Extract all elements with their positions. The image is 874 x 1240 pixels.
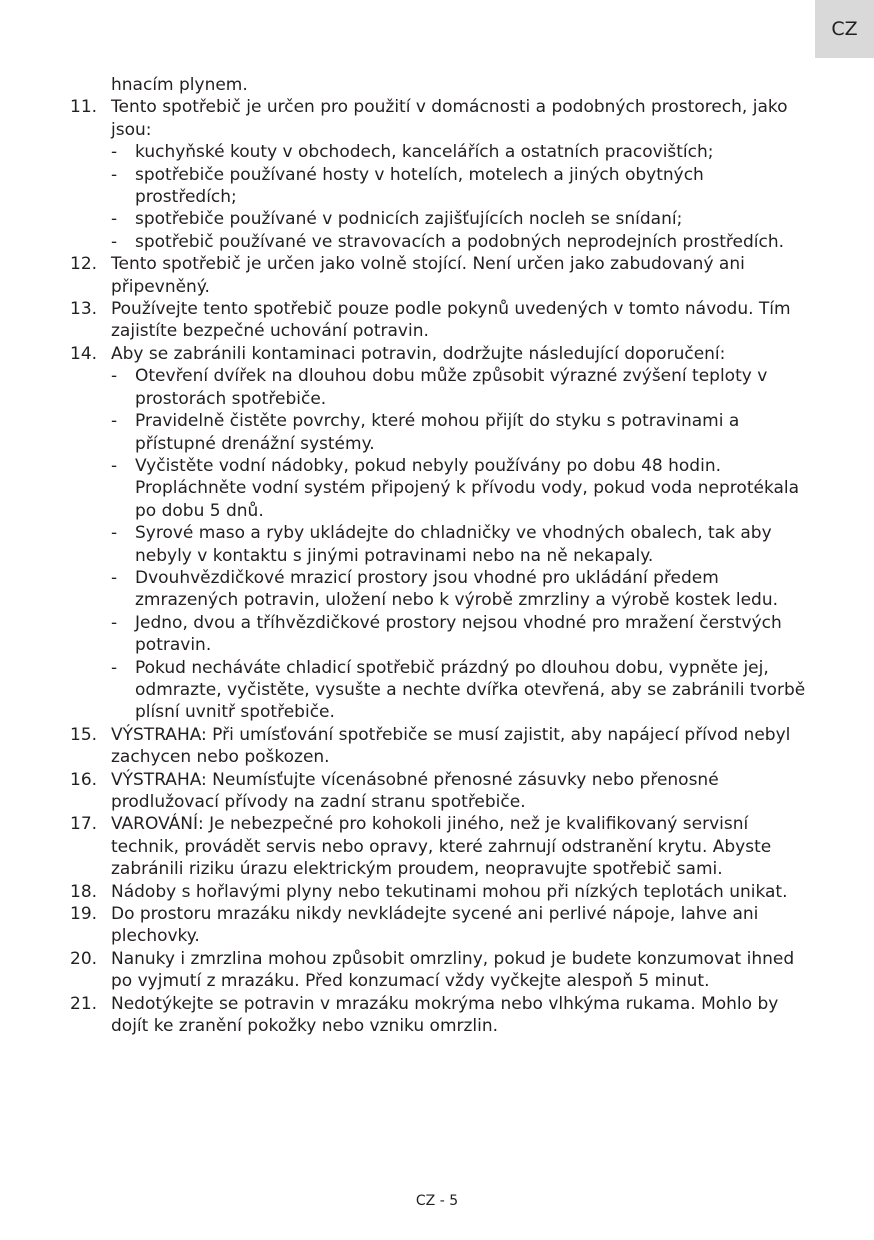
- item-text: Nádoby s hořlavými plyny nebo tekutinami mohou při nízkých teplotách unikat.: [111, 881, 788, 902]
- continuation-text: hnacím plynem.: [111, 75, 248, 95]
- sub-item-text: spotřebič používané ve stravovacích a podobných neprodejních prostředích.: [135, 231, 785, 252]
- list-item-15: [70, 724, 810, 769]
- dash-bullet: -: [111, 411, 118, 432]
- sub-item-text: spotřebiče používané v podnicích zajišťujících nocleh se snídaní;: [135, 209, 683, 230]
- dash-bullet: -: [111, 209, 118, 230]
- dash-bullet: -: [111, 231, 118, 252]
- dash-bullet: -: [111, 567, 118, 588]
- sub-item: [70, 455, 810, 522]
- sub-item: [70, 410, 810, 455]
- language-tab: [815, 0, 874, 58]
- item-number: 11.: [70, 97, 98, 118]
- item-text: Nanuky i zmrzlina mohou způsobit omrzliny, pokud je budete konzumovat ihned po vyjmutí z mrazáku. Před konzumací vždy vyčkejte alespoň 5 minut.: [111, 948, 795, 992]
- sub-item: [70, 522, 810, 567]
- list-item-12: [70, 253, 810, 298]
- sub-item: [70, 365, 810, 410]
- item-text: VÝSTRAHA: Při umísťování spotřebiče se musí zajistit, aby napájecí přívod nebyl zachycen nebo poškozen.: [111, 724, 791, 768]
- list-item-20: [70, 948, 810, 993]
- item-text: Používejte tento spotřebič pouze podle pokynů uvedených v tomto návodu. Tím zajistíte bezpečné uchování potravin.: [111, 299, 791, 342]
- list-item-19: [70, 903, 810, 948]
- sub-item: [70, 231, 810, 253]
- item-text: Tento spotřebič je určen pro použití v domácnosti a podobných prostorech, jako jsou:: [111, 97, 788, 140]
- dash-bullet: -: [111, 657, 118, 678]
- item-text: VÝSTRAHA: Neumísťujte vícenásobné přenosné zásuvky nebo přenosné prodlužovací přívody na zadní stranu spotřebiče.: [111, 769, 719, 812]
- dash-bullet: -: [111, 366, 118, 387]
- sub-item: [70, 164, 810, 209]
- item-text: Tento spotřebič je určen jako volně stojící. Není určen jako zabudovaný ani připevněný.: [111, 254, 745, 297]
- sub-item-text: Dvouhvězdičkové mrazicí prostory jsou vhodné pro ukládání předem zmrazených potravin, uložení nebo k výrobě zmrzliny a výrobě kostek ledu.: [135, 567, 779, 611]
- list-item-11: [70, 96, 810, 141]
- item-text: Do prostoru mrazáku nikdy nevkládejte sycené ani perlivé nápoje, lahve ani plechovky.: [111, 904, 759, 947]
- item-number: 14.: [70, 343, 98, 364]
- list-item-21: [70, 993, 810, 1038]
- sub-item-text: Jedno, dvou a tříhvězdičkové prostory nejsou vhodné pro mražení čerstvých potravin.: [135, 612, 782, 656]
- item-text: Nedotýkejte se potravin v mrazáku mokrýma nebo vlhkýma rukama. Mohlo by dojít ke zranění pokožky nebo vzniku omrzlin.: [111, 993, 779, 1037]
- dash-bullet: -: [111, 142, 118, 163]
- list-item-18: [70, 881, 810, 903]
- sub-item-text: Syrové maso a ryby ukládejte do chladničky ve vhodných obalech, tak aby nebyly v kontaktu s jinými potravinami nebo na ně nekapaly.: [135, 523, 772, 566]
- item-number: 17.: [70, 814, 98, 835]
- item-number: 16.: [70, 769, 98, 790]
- item-number: 21.: [70, 993, 98, 1014]
- sub-item: [70, 612, 810, 657]
- sub-item-text: spotřebiče používané hosty v hotelích, motelech a jiných obytných prostředích;: [135, 164, 704, 208]
- item-number: 15.: [70, 724, 98, 745]
- sub-item: [70, 141, 810, 163]
- list-item-16: [70, 769, 810, 814]
- item-number: 20.: [70, 948, 98, 969]
- item-text: Aby se zabránili kontaminaci potravin, dodržujte následující doporučení:: [111, 343, 726, 364]
- sub-item: [70, 208, 810, 230]
- sub-item-text: Pokud necháváte chladicí spotřebič prázdný po dlouhou dobu, vypněte jej, odmrazte, vyčistěte, vysušte a nechte dvířka otevřená, aby se zabránili tvorbě plísní uvnitř spotřebiče.: [135, 657, 806, 723]
- sub-item-text: Otevření dvířek na dlouhou dobu může způsobit výrazné zvýšení teploty v prostorách spotřebiče.: [135, 366, 768, 409]
- sub-item: [70, 657, 810, 724]
- dash-bullet: -: [111, 612, 118, 633]
- list-item-13: [70, 298, 810, 343]
- sub-item-text: Vyčistěte vodní nádobky, pokud nebyly používány po dobu 48 hodin. Propláchněte vodní systém připojený k přívodu vody, pokud voda neprotékala po dobu 5 dnů.: [135, 455, 800, 521]
- dash-bullet: -: [111, 523, 118, 544]
- sub-item: [70, 567, 810, 612]
- item-number: 19.: [70, 904, 98, 925]
- list-item-17: [70, 813, 810, 880]
- dash-bullet: -: [111, 164, 118, 185]
- item-number: 18.: [70, 881, 98, 902]
- page-number: CZ - 5: [415, 1193, 459, 1209]
- item-text: VAROVÁNÍ: Je nebezpečné pro kohokoli jiného, než je kvalifikovaný servisní technik, provádět servis nebo opravy, které zahrnují odstranění krytu. Abyste zabránili riziku úrazu elektrickým proudem, neopravujte spotřebič sami.: [111, 814, 772, 880]
- item-number: 13.: [70, 299, 98, 320]
- sub-item-text: kuchyňské kouty v obchodech, kancelářích a ostatních pracovištích;: [135, 142, 714, 163]
- dash-bullet: -: [111, 455, 118, 476]
- sub-item-text: Pravidelně čistěte povrchy, které mohou přijít do styku s potravinami a přístupné drenážní systémy.: [135, 411, 740, 454]
- list-item-14: [70, 343, 810, 365]
- safety-instructions: [70, 74, 810, 1037]
- item-number: 12.: [70, 254, 98, 275]
- language-tab-label: CZ: [831, 18, 858, 40]
